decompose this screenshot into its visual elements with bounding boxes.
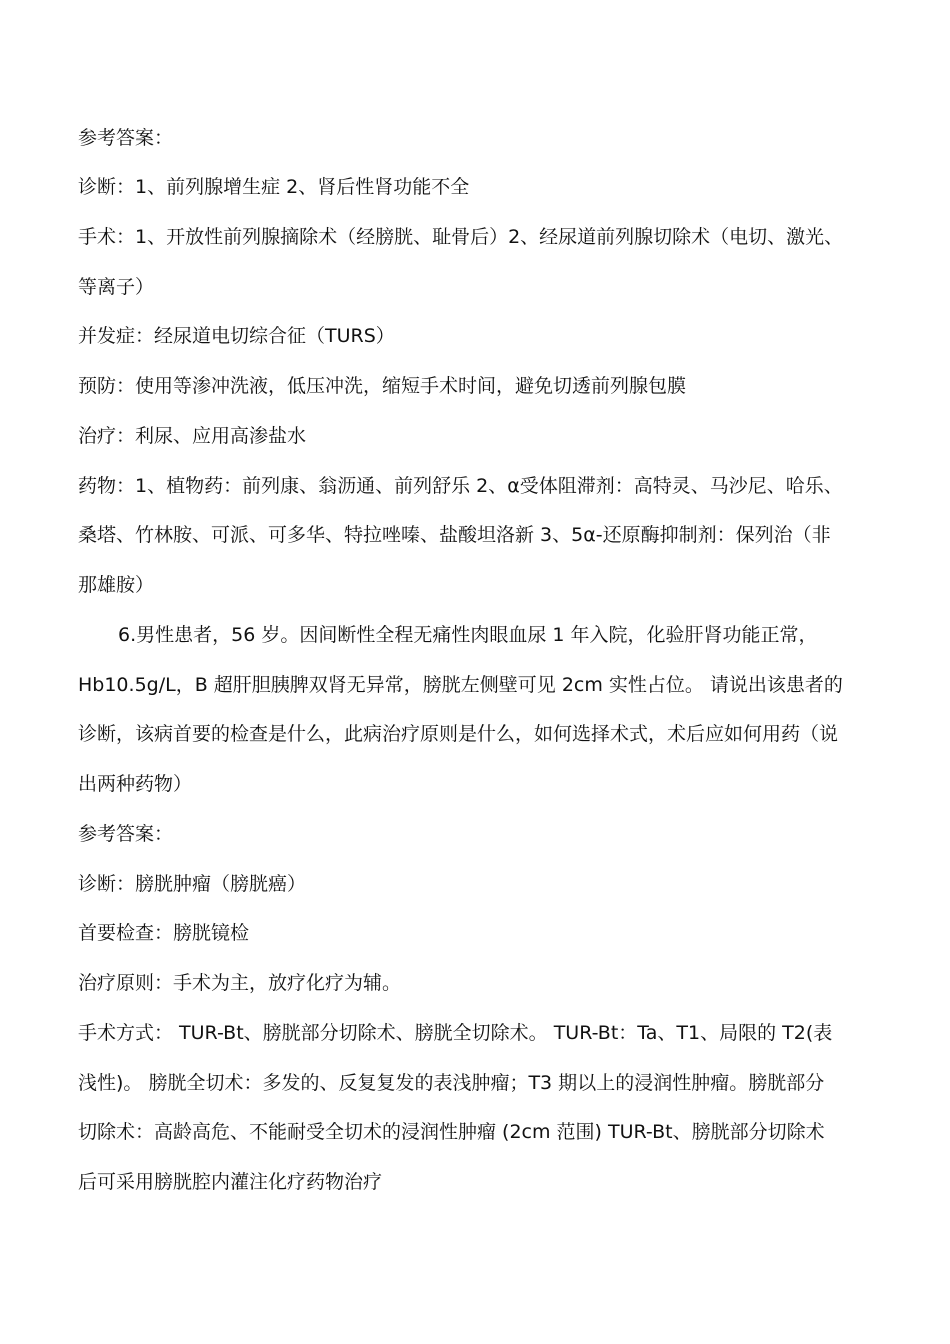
surgery-line-1: 手术：1、开放性前列腺摘除术（经膀胱、耻骨后）2、经尿道前列腺切除术（电切、激光、 (78, 226, 844, 248)
medication-line-3: 那雄胺） (78, 574, 155, 596)
primary-exam-line: 首要检查：膀胱镜检 (78, 922, 250, 944)
question-6-line-2: Hb10.5g/L，B 超肝胆胰脾双肾无异常，膀胱左侧壁可见 2cm 实性占位。 请说出该患者的 (78, 674, 843, 696)
question-6-line-3: 诊断，该病首要的检查是什么，此病治疗原则是什么，如何选择术式，术后应如何用药（说 (78, 723, 839, 745)
question-6-line-1: 6.男性患者，56 岁。因间断性全程无痛性肉眼血尿 1 年入院，化验肝肾功能正常， (118, 624, 818, 646)
surgery-method-line-2: 浅性)。 膀胱全切术：多发的、反复复发的表浅肿瘤；T3 期以上的浸润性肿瘤。膀胱部分 (78, 1072, 825, 1094)
surgery-method-line-4: 后可采用膀胱腔内灌注化疗药物治疗 (78, 1171, 383, 1193)
medication-line-1: 药物：1、植物药：前列康、翁沥通、前列舒乐 2、α受体阻滞剂：高特灵、马沙尼、哈乐、 (78, 475, 843, 497)
surgery-line-2: 等离子） (78, 276, 155, 298)
medication-line-2: 桑塔、竹林胺、可派、可多华、特拉唑嗪、盐酸坦洛新 3、5α-还原酶抑制剂：保列治（非 (78, 524, 831, 546)
diagnosis-line-2: 诊断：膀胱肿瘤（膀胱癌） (78, 873, 307, 895)
treatment-principle-line: 治疗原则：手术为主，放疗化疗为辅。 (78, 972, 402, 994)
complication-line: 并发症：经尿道电切综合征（TURS） (78, 325, 395, 347)
prevention-line: 预防：使用等渗冲洗液，低压冲洗，缩短手术时间，避免切透前列腺包膜 (78, 375, 687, 397)
diagnosis-line-1: 诊断：1、前列腺增生症 2、肾后性肾功能不全 (78, 176, 470, 198)
surgery-method-line-1: 手术方式： TUR-Bt、膀胱部分切除术、膀胱全切除术。 TUR-Bt：Ta、T1、局限的 T2(表 (78, 1022, 833, 1044)
surgery-method-line-3: 切除术：高龄高危、不能耐受全切术的浸润性肿瘤 (2cm 范围) TUR-Bt、膀胱部分切除术 (78, 1121, 825, 1143)
treatment-line-1: 治疗：利尿、应用高渗盐水 (78, 425, 307, 447)
question-6-line-4: 出两种药物） (78, 773, 193, 795)
reference-answer-heading-1: 参考答案： (78, 127, 174, 149)
reference-answer-heading-2: 参考答案： (78, 823, 174, 845)
